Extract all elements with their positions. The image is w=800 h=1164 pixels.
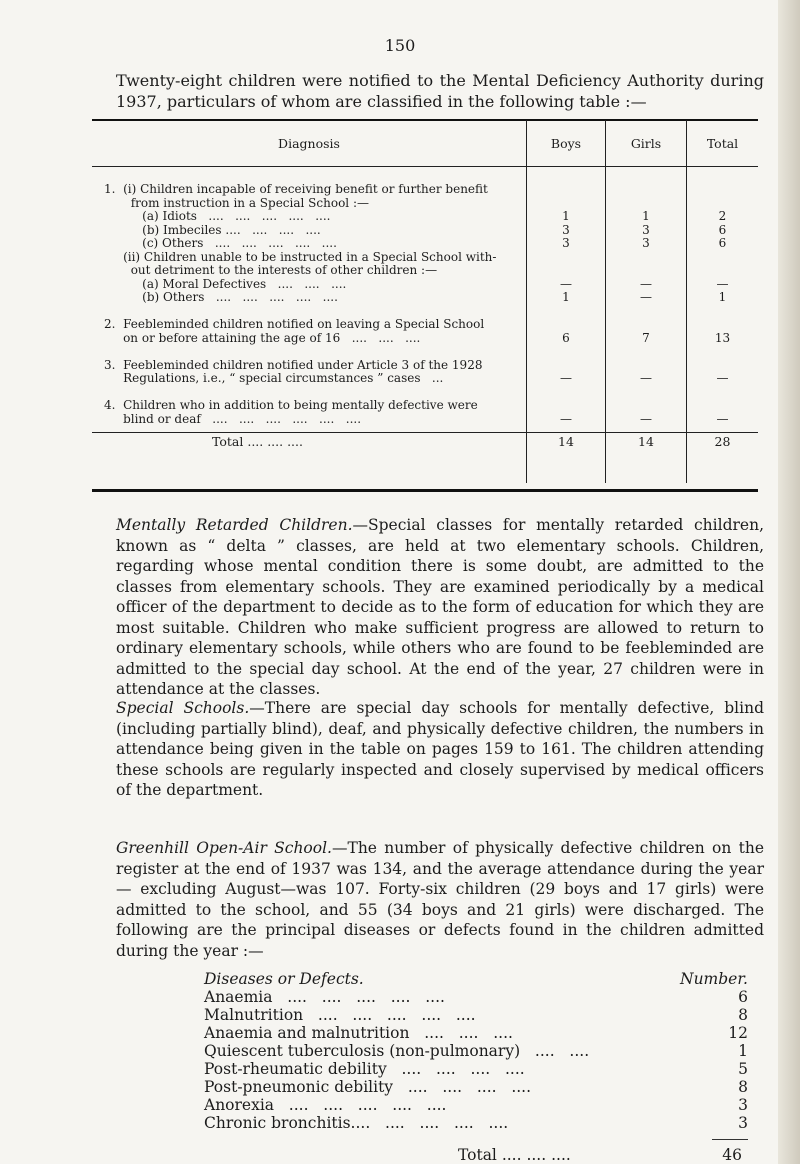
diagnosis-line: from instruction in a Special School :—	[104, 195, 369, 210]
paragraph-text: —The number of physically defective children on the register at the end of 1937 was 134, and the average attendance during the year— excluding August—was 107. Forty-six children (29 boys and 17 girls) were admitted to the school, and 55 (34 boys and 21 girls) were discharged. The following are the principal diseases or defects found in the children admitted during the year :—	[116, 839, 764, 960]
disease-row	[204, 1006, 748, 1024]
diseases-col-label: Diseases or Defects.	[204, 970, 364, 988]
diseases-list	[204, 970, 748, 1132]
paragraph-special-schools	[116, 698, 764, 801]
diagnosis-line: (ii) Children unable to be instructed in a Special School with-	[104, 249, 497, 264]
boys-value: 3	[562, 236, 570, 250]
boys-value: 6	[562, 330, 570, 345]
girls-value	[607, 305, 685, 319]
girls-value	[607, 399, 685, 413]
dot-leader: .... .... .... ....	[386, 1060, 525, 1078]
disease-row	[204, 1114, 748, 1132]
total-value	[688, 251, 757, 265]
boys-value: 1	[562, 290, 570, 304]
diagnosis-line: out detriment to the interests of other children :—	[104, 263, 438, 277]
disease-number: 5	[738, 1060, 748, 1078]
disease-row	[204, 1042, 748, 1060]
disease-name: Anaemia and malnutrition	[204, 1024, 410, 1042]
girls-value: 3	[642, 236, 650, 250]
table-total-row	[92, 433, 758, 484]
total-row-label: Total .... .... ....	[92, 433, 527, 484]
disease-name: Quiescent tuberculosis (non-pulmonary)	[204, 1042, 521, 1060]
disease-row	[204, 1060, 748, 1078]
diagnosis-line: (c) Others .... .... .... .... ....	[104, 236, 337, 250]
girls-value	[607, 197, 685, 211]
total-value	[688, 318, 757, 332]
diseases-header	[204, 970, 748, 988]
disease-number: 6	[738, 988, 748, 1006]
diagnosis-line: 1. (i) Children incapable of receiving benefit or further benefit	[104, 182, 488, 196]
table-bottom-rule	[92, 489, 758, 492]
boys-value: —	[560, 411, 572, 426]
header-diagnosis: Diagnosis	[92, 120, 527, 167]
page-edge	[778, 0, 800, 1164]
paragraph-mentally-retarded	[116, 515, 764, 700]
paragraph-text: —There are special day schools for mentally defective, blind (including partially blind), deaf, and physically defective children, the numbers in attendance being given in the table on pages 159 to 161. The children attending these schools are regularly inspected and closely supervised by medical officers of the department.	[116, 699, 764, 799]
disease-row	[204, 1078, 748, 1096]
total-value	[688, 183, 757, 197]
disease-row	[204, 1024, 748, 1042]
total-value: —	[716, 276, 729, 291]
total-value: 1	[718, 290, 727, 304]
disease-number: 12	[728, 1024, 748, 1042]
total-value: —	[716, 411, 729, 426]
boys-value	[528, 345, 604, 359]
girls-value: 1	[642, 209, 650, 223]
total-value: 2	[718, 209, 727, 223]
diagnosis-line: (a) Idiots .... .... .... .... ....	[104, 209, 331, 223]
paragraph-heading: Greenhill Open-Air School.	[116, 839, 332, 857]
total-value	[688, 359, 757, 373]
disease-number: 8	[738, 1078, 748, 1096]
dot-leader: .... .... .... .... ....	[272, 988, 445, 1006]
diagnosis-line: on or before attaining the age of 16 .... .... ....	[104, 330, 421, 345]
header-total: Total	[687, 120, 759, 167]
intro-paragraph: Twenty-eight children were notified to the Mental Deficiency Authority during 1937, particulars of whom are classified in the following table :—	[116, 71, 764, 111]
boys-value	[528, 399, 604, 413]
boys-value	[528, 318, 604, 332]
dot-leader: .... .... .... .... ....	[274, 1096, 447, 1114]
boys-value: 3	[562, 222, 570, 237]
diagnosis-line: 4. Children who in addition to being mentally defective were	[104, 398, 478, 412]
diagnosis-table	[92, 120, 758, 483]
disease-name: Anorexia	[204, 1096, 275, 1114]
total-row-total: 28	[687, 433, 759, 484]
disease-number: 3	[738, 1096, 748, 1114]
diagnosis-labels	[92, 167, 527, 433]
girls-value	[607, 318, 685, 332]
boys-value	[528, 251, 604, 265]
boys-value: 1	[562, 209, 570, 223]
diagnosis-line: (b) Imbeciles .... .... .... ....	[104, 222, 321, 237]
girls-value: —	[640, 290, 652, 304]
header-girls: Girls	[606, 120, 687, 167]
boys-value	[528, 197, 604, 211]
diagnosis-line: (b) Others .... .... .... .... ....	[104, 290, 338, 304]
girls-value	[607, 359, 685, 373]
diagnosis-line: 2. Feebleminded children notified on leaving a Special School	[104, 317, 485, 331]
total-value: 6	[718, 236, 727, 250]
paragraph-text: —Special classes for mentally retarded children, known as “ delta ” classes, are held at two elementary schools. Children, regarding whose mental condition there is some doubt, are admitted to the classes from elementary schools. They are examined periodically by a medical officer of the department to decide as to the form of education for which they are most suitable. Children who make sufficient progress are allowed to return to ordinary elementary schools, while others who are found to be feebleminded are admitted to the special day school. At the end of the year, 27 children were in attendance at the classes.	[116, 516, 764, 698]
girls-value	[607, 264, 685, 278]
total-value: —	[716, 371, 729, 385]
girls-value	[607, 251, 685, 265]
paragraph-heading: Mentally Retarded Children.	[116, 516, 353, 534]
dot-leader: .... .... .... ....	[370, 1114, 509, 1132]
paragraph-heading: Special Schools.	[116, 699, 250, 717]
diagnosis-line: Regulations, i.e., “ special circumstances ” cases ...	[104, 371, 444, 385]
total-row-girls: 14	[606, 433, 687, 484]
girls-value: —	[640, 276, 652, 291]
boys-value: —	[560, 371, 572, 385]
disease-number: 1	[738, 1042, 748, 1060]
disease-name: Malnutrition	[204, 1006, 304, 1024]
total-value	[688, 399, 757, 413]
boys-value	[528, 264, 604, 278]
diseases-col-number: Number.	[680, 970, 748, 988]
diseases-total-label: Total .... .... ....	[458, 1146, 571, 1164]
total-row-boys: 14	[527, 433, 606, 484]
diagnosis-line	[104, 305, 526, 319]
girls-value: 3	[642, 222, 650, 237]
total-value	[688, 197, 757, 211]
dot-leader: .... .... .... .... ....	[303, 1006, 476, 1024]
boys-value: —	[560, 276, 572, 291]
disease-row	[204, 988, 748, 1006]
disease-name: Anaemia	[204, 988, 273, 1006]
diseases-total-value: 46	[722, 1146, 742, 1164]
paragraph-greenhill	[116, 838, 764, 961]
total-value	[688, 386, 757, 400]
page-number: 150	[384, 36, 416, 55]
header-boys: Boys	[527, 120, 606, 167]
girls-value: —	[640, 371, 652, 385]
girls-value	[607, 345, 685, 359]
girls-value	[607, 386, 685, 400]
dot-leader: .... .... ....	[409, 1024, 513, 1042]
boys-value	[528, 386, 604, 400]
disease-number: 8	[738, 1006, 748, 1024]
girls-values	[606, 167, 687, 433]
disease-number: 3	[738, 1114, 748, 1132]
diagnosis-line	[104, 386, 526, 400]
total-value	[688, 305, 757, 319]
girls-value: 7	[642, 330, 650, 345]
diagnosis-line: blind or deaf .... .... .... .... .... ....	[104, 411, 362, 426]
boys-value	[528, 183, 604, 197]
girls-value	[607, 183, 685, 197]
boys-value	[528, 305, 604, 319]
diagnosis-line: 3. Feebleminded children notified under Article 3 of the 1928	[104, 357, 483, 372]
total-value	[688, 264, 757, 278]
total-rule-above	[712, 1139, 748, 1140]
total-values	[687, 167, 759, 433]
diagnosis-line	[104, 345, 526, 359]
disease-name: Post-pneumonic debility	[204, 1078, 394, 1096]
total-value	[688, 345, 757, 359]
boys-values	[527, 167, 606, 433]
disease-name: Post-rheumatic debility	[204, 1060, 387, 1078]
diagnosis-line: (a) Moral Defectives .... .... ....	[104, 276, 347, 291]
boys-value	[528, 359, 604, 373]
disease-name: Chronic bronchitis....	[204, 1114, 371, 1132]
girls-value: —	[640, 411, 652, 426]
total-value: 6	[718, 222, 727, 237]
dot-leader: .... .... .... ....	[393, 1078, 532, 1096]
dot-leader: .... ....	[520, 1042, 590, 1060]
total-value: 13	[714, 330, 731, 345]
disease-row	[204, 1096, 748, 1114]
